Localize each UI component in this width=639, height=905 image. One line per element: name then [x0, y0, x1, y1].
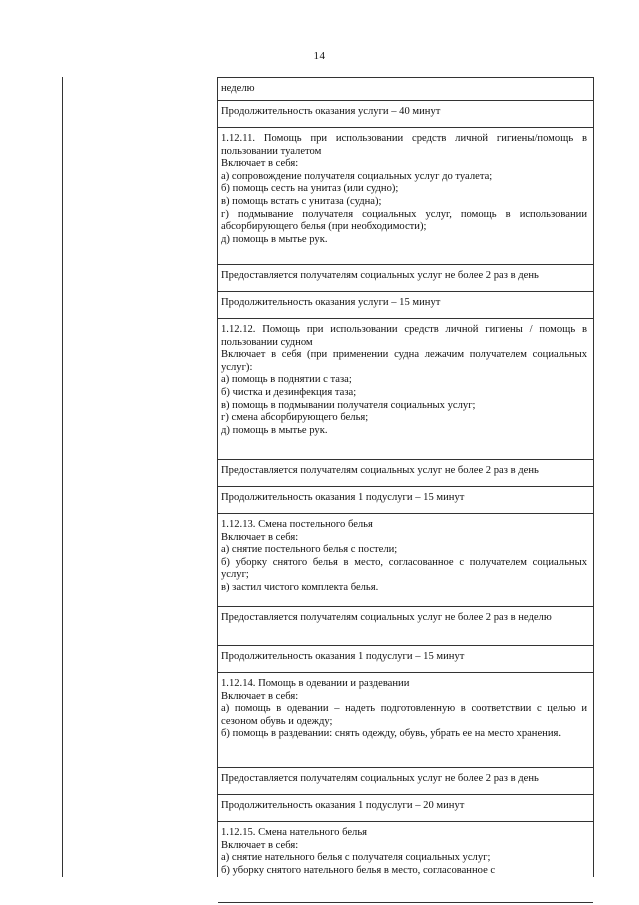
row-text-line: Предоставляется получателям социальных услуг не более 2 раз в день — [221, 465, 539, 476]
row-text-line: а) помощь в поднятии с таза; — [221, 374, 352, 386]
table-row — [218, 265, 593, 292]
row-text-line: Продолжительность оказания услуги – 40 минут — [221, 106, 441, 117]
services-table — [62, 77, 594, 877]
row-text-line: б) чистка и дезинфекция таза; — [221, 386, 357, 398]
row-text-line: а) помощь в одевании – надеть подготовленную в соответствии с целью и сезоном обувь и одежду; — [221, 703, 587, 727]
row-text-line: неделю — [221, 83, 255, 94]
row-text-line: 1.12.12. Помощь при использовании средств личной гигиены / помощь в пользовании судном — [221, 324, 587, 348]
table-row — [218, 487, 593, 514]
row-text-line: Включает в себя: — [221, 531, 299, 543]
row-text-line: в) застил чистого комплекта белья. — [221, 581, 379, 593]
row-text-line: 1.12.11. Помощь при использовании средств личной гигиены/помощь в пользовании туалетом — [221, 133, 587, 157]
row-text-line: Включает в себя: — [221, 690, 299, 702]
row-text-line: б) помощь в раздевании: снять одежду, обувь, убрать ее на место хранения. — [221, 728, 562, 740]
table-row — [218, 646, 593, 673]
row-text-line: г) смена абсорбирующего белья; — [221, 412, 369, 424]
table-row — [218, 795, 593, 822]
table-row — [218, 607, 593, 646]
row-text-line: 1.12.15. Смена нательного белья — [221, 827, 368, 838]
row-text-line: Предоставляется получателям социальных услуг не более 2 раз в день — [221, 773, 539, 784]
row-text-line: Включает в себя: — [221, 158, 299, 170]
table-row — [218, 768, 593, 795]
row-text-line: а) снятие нательного белья с получателя социальных услуг; — [221, 852, 491, 864]
row-text-line: г) подмывание получателя социальных услуг, помощь в использовании абсорбирующего белья (при необходимости); — [221, 208, 587, 233]
row-text-line: в) помощь встать с унитаза (судна); — [221, 195, 382, 207]
table-row — [218, 822, 593, 903]
row-text-line: а) сопровождение получателя социальных услуг до туалета; — [221, 170, 493, 182]
row-text-line: Продолжительность оказания 1 подуслуги – 15 минут — [221, 492, 465, 503]
row-text-line: Продолжительность оказания 1 подуслуги – 15 минут — [221, 651, 465, 662]
row-text-line: Продолжительность оказания 1 подуслуги – 20 минут — [221, 800, 465, 811]
table-left-column — [63, 77, 218, 877]
table-row — [218, 292, 593, 319]
table-row — [218, 77, 593, 101]
row-text-line: Включает в себя (при применении судна лежачим получателем социальных услуг): — [221, 349, 587, 373]
row-text-line: в) помощь в подмывании получателя социальных услуг; — [221, 399, 476, 411]
row-text-line: Предоставляется получателям социальных услуг не более 2 раз в день — [221, 270, 539, 281]
row-text-line: 1.12.14. Помощь в одевании и раздевании — [221, 678, 410, 689]
row-text-line: б) уборку снятого нательного белья в место, согласованное с — [221, 864, 496, 876]
table-row — [218, 128, 593, 265]
row-text-line: Продолжительность оказания услуги – 15 минут — [221, 297, 441, 308]
table-row — [218, 673, 593, 768]
table-row — [218, 319, 593, 460]
row-text-line: б) помощь сесть на унитаз (или судно); — [221, 183, 399, 195]
row-text-line: Включает в себя: — [221, 839, 299, 851]
table-row — [218, 101, 593, 128]
row-text-line: а) снятие постельного белья с постели; — [221, 544, 398, 556]
row-text-line: д) помощь в мытье рук. — [221, 424, 328, 436]
row-text-line: д) помощь в мытье рук. — [221, 233, 328, 245]
table-right-column — [218, 77, 593, 903]
row-text-line: б) уборку снятого белья в место, согласованное с получателем социальных услуг; — [221, 556, 587, 581]
row-text-line: 1.12.13. Смена постельного белья — [221, 519, 373, 530]
table-row — [218, 514, 593, 607]
table-row — [218, 460, 593, 487]
row-text-line: Предоставляется получателям социальных услуг не более 2 раз в неделю — [221, 612, 552, 623]
page-number: 14 — [313, 50, 326, 62]
